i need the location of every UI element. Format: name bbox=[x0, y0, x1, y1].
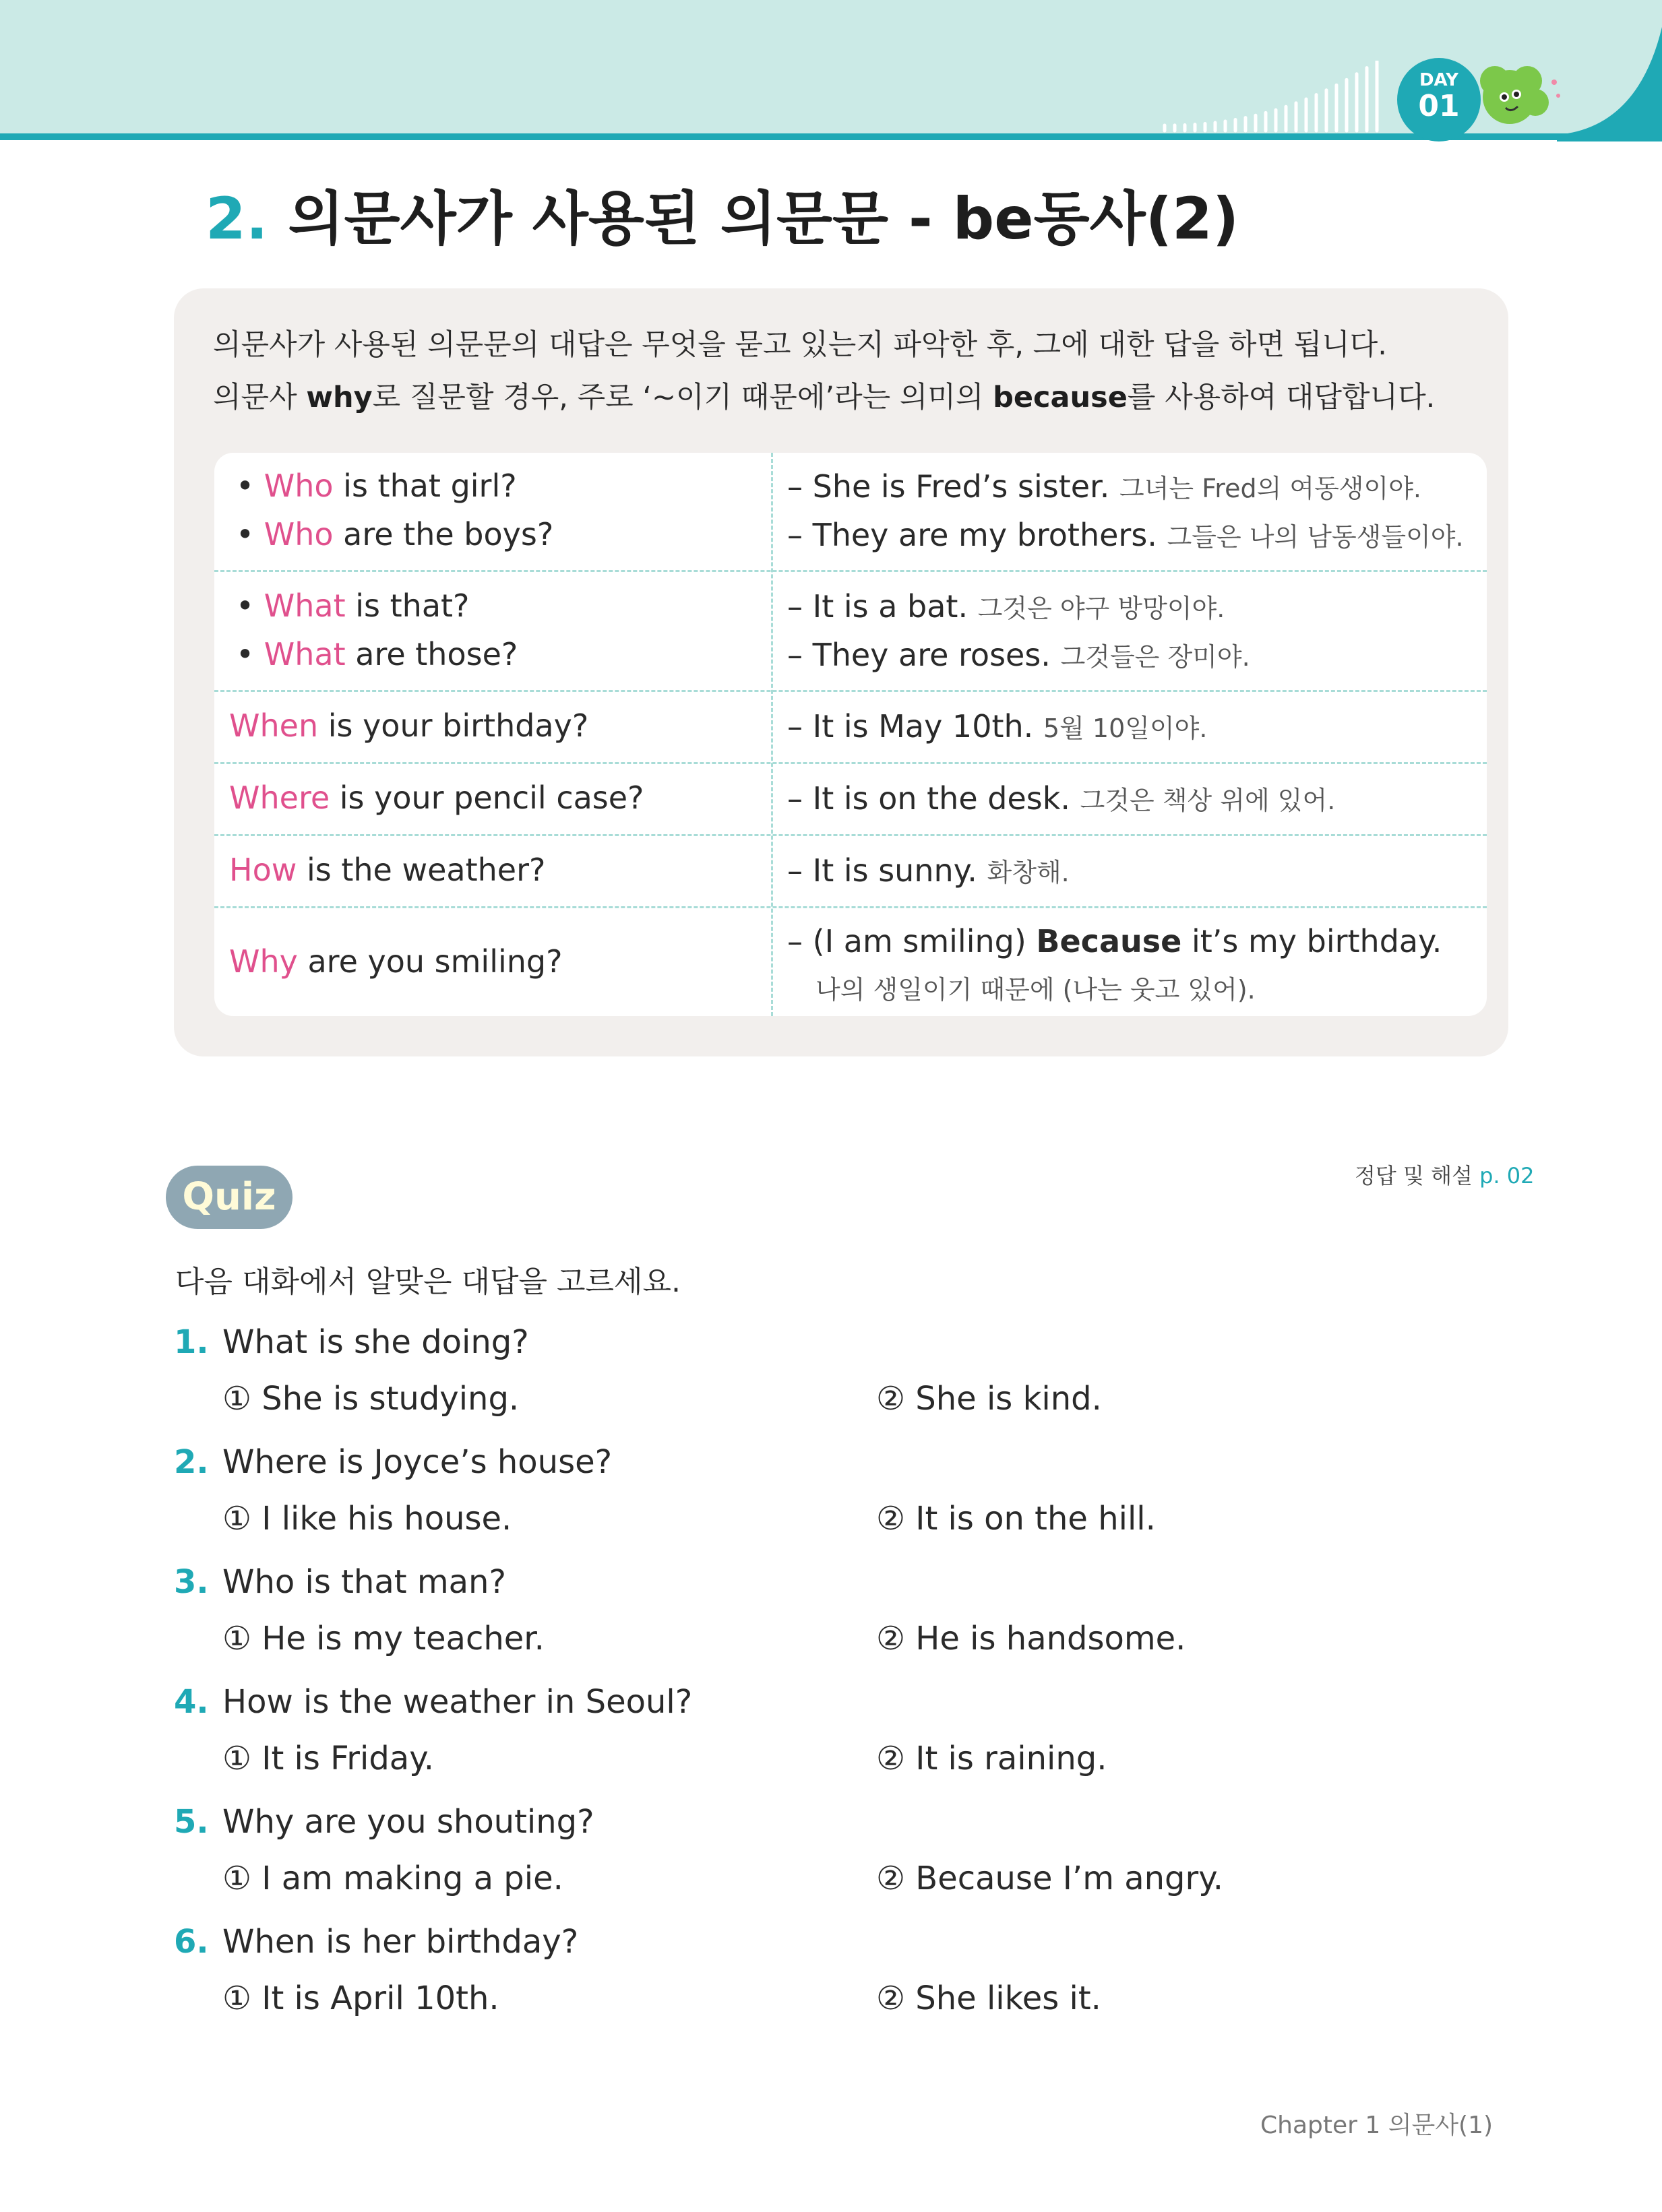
bullet: • bbox=[236, 468, 255, 504]
quiz-question: Who is that man? bbox=[222, 1563, 506, 1601]
answer-ref-page: p. 02 bbox=[1479, 1163, 1535, 1189]
quiz-option-2[interactable]: ② She likes it. bbox=[876, 1980, 1101, 2017]
header-curve bbox=[1557, 0, 1662, 141]
answer-translation: 5월 10일이야. bbox=[1043, 714, 1208, 743]
wh-word: When bbox=[229, 707, 319, 744]
answer-ref-text: 정답 및 해설 bbox=[1355, 1163, 1473, 1189]
intro-line-2 bbox=[213, 375, 1435, 416]
wh-word: What bbox=[264, 636, 346, 672]
answer-translation: 나의 생일이기 때문에 (나는 웃고 있어). bbox=[815, 975, 1256, 1005]
day-badge bbox=[1397, 58, 1481, 141]
row-divider bbox=[214, 570, 1487, 572]
answer-translation: 화창해. bbox=[987, 858, 1070, 887]
row-divider bbox=[214, 906, 1487, 908]
answer-text: – It is May 10th. bbox=[787, 708, 1034, 745]
page-footer: Chapter 1 의문사(1) bbox=[1260, 2112, 1494, 2139]
answer bbox=[787, 636, 1250, 673]
question bbox=[229, 852, 545, 888]
wh-word: How bbox=[229, 852, 297, 888]
bullet: • bbox=[236, 588, 255, 624]
quiz-question: Where is Joyce’s house? bbox=[222, 1443, 613, 1481]
answer bbox=[787, 516, 1464, 553]
quiz-option-2[interactable]: ② It is raining. bbox=[876, 1740, 1107, 1777]
question-rest: is the weather? bbox=[297, 852, 546, 888]
wh-word: What bbox=[264, 588, 346, 624]
answer-text: – It is sunny. bbox=[787, 852, 977, 889]
bullet: • bbox=[236, 636, 255, 672]
keyword-because: because bbox=[993, 381, 1128, 414]
question bbox=[236, 516, 553, 552]
answer-translation: 그것들은 장미야. bbox=[1060, 642, 1250, 672]
answer-translation: 그들은 나의 남동생들이야. bbox=[1167, 522, 1464, 552]
question-rest: is that? bbox=[345, 588, 470, 624]
quiz-option-1[interactable]: ① He is my teacher. bbox=[222, 1620, 545, 1657]
question-rest: is your birthday? bbox=[318, 707, 589, 744]
quiz-instruction: 다음 대화에서 알맞은 대답을 고르세요. bbox=[175, 1265, 681, 1299]
answer bbox=[787, 468, 1421, 505]
title-text: 의문사가 사용된 의문문 - be동사(2) bbox=[288, 185, 1239, 253]
quiz-option-2[interactable]: ② He is handsome. bbox=[876, 1620, 1186, 1657]
wh-word: Who bbox=[264, 468, 334, 504]
intro-text: 의문사 bbox=[213, 381, 307, 414]
answer-text: – (I am smiling) bbox=[787, 923, 1037, 959]
row-divider bbox=[214, 834, 1487, 836]
quiz-number: 2. bbox=[174, 1443, 209, 1481]
keyword-why: why bbox=[306, 381, 373, 414]
quiz-option-1[interactable]: ① It is Friday. bbox=[222, 1740, 435, 1777]
question bbox=[236, 468, 517, 504]
quiz-option-1[interactable]: ① It is April 10th. bbox=[222, 1980, 499, 2017]
answer-keyword: Because bbox=[1036, 923, 1182, 959]
answer-text: it’s my birthday. bbox=[1181, 923, 1442, 959]
quiz-question: Why are you shouting? bbox=[222, 1803, 594, 1841]
day-number: 01 bbox=[1418, 89, 1460, 123]
intro-line-1: 의문사가 사용된 의문문의 대답은 무엇을 묻고 있는지 파악한 후, 그에 대한 답을 하면 됩니다. bbox=[213, 328, 1387, 362]
question bbox=[229, 707, 588, 744]
answer-text: – They are my brothers. bbox=[787, 517, 1157, 553]
quiz-number: 5. bbox=[174, 1803, 209, 1841]
column-divider bbox=[771, 453, 773, 1016]
quiz-number: 3. bbox=[174, 1563, 209, 1601]
quiz-number: 6. bbox=[174, 1923, 209, 1961]
answer bbox=[787, 852, 1070, 889]
quiz-badge: Quiz bbox=[166, 1166, 293, 1229]
question-rest: are you smiling? bbox=[297, 943, 563, 980]
answer-translation: 그것은 야구 방망이야. bbox=[977, 594, 1225, 623]
wh-word: Why bbox=[229, 943, 298, 980]
quiz-option-1[interactable]: ① I like his house. bbox=[222, 1500, 512, 1538]
question-rest: are the boys? bbox=[333, 516, 554, 552]
bullet: • bbox=[236, 516, 255, 552]
question bbox=[229, 780, 644, 816]
question-rest: is your pencil case? bbox=[330, 780, 644, 816]
quiz-option-2[interactable]: ② Because I’m angry. bbox=[876, 1860, 1224, 1897]
quiz-option-1[interactable]: ① She is studying. bbox=[222, 1380, 520, 1418]
question-rest: are those? bbox=[345, 636, 518, 672]
row-divider bbox=[214, 762, 1487, 764]
quiz-option-2[interactable]: ② She is kind. bbox=[876, 1380, 1102, 1418]
header-divider bbox=[0, 133, 1662, 140]
quiz-question: What is she doing? bbox=[222, 1323, 529, 1361]
question bbox=[236, 588, 469, 624]
quiz-question: How is the weather in Seoul? bbox=[222, 1683, 693, 1721]
quiz-question: When is her birthday? bbox=[222, 1923, 579, 1961]
answer bbox=[787, 923, 1442, 959]
intro-text: 로 질문할 경우, 주로 ‘~이기 때문에’라는 의미의 bbox=[372, 381, 993, 414]
answer-text: – It is on the desk. bbox=[787, 780, 1070, 817]
quiz-option-2[interactable]: ② It is on the hill. bbox=[876, 1500, 1156, 1538]
answer bbox=[787, 780, 1335, 817]
decorative-bars bbox=[1159, 61, 1388, 135]
day-label: DAY bbox=[1419, 70, 1459, 90]
answer-text: – She is Fred’s sister. bbox=[787, 468, 1110, 505]
answer-text: – It is a bat. bbox=[787, 588, 968, 625]
quiz-number: 1. bbox=[174, 1323, 209, 1361]
question-rest: is that girl? bbox=[333, 468, 517, 504]
answer-reference bbox=[1355, 1159, 1534, 1190]
answer-translation: 그녀는 Fred의 여동생이야. bbox=[1119, 474, 1421, 503]
answer bbox=[787, 707, 1207, 745]
title-number: 2. bbox=[206, 185, 268, 253]
mascot-icon bbox=[1469, 58, 1564, 139]
page-title bbox=[206, 172, 1239, 253]
row-divider bbox=[214, 690, 1487, 692]
answer-translation: 그것은 책상 위에 있어. bbox=[1080, 786, 1336, 815]
wh-word: Who bbox=[264, 516, 334, 552]
question bbox=[229, 943, 563, 980]
answer-text: – They are roses. bbox=[787, 637, 1051, 673]
quiz-number: 4. bbox=[174, 1683, 209, 1721]
question bbox=[236, 636, 518, 672]
quiz-option-1[interactable]: ① I am making a pie. bbox=[222, 1860, 563, 1897]
intro-text: 를 사용하여 대답합니다. bbox=[1127, 381, 1436, 414]
answer bbox=[787, 588, 1225, 625]
wh-word: Where bbox=[229, 780, 330, 816]
